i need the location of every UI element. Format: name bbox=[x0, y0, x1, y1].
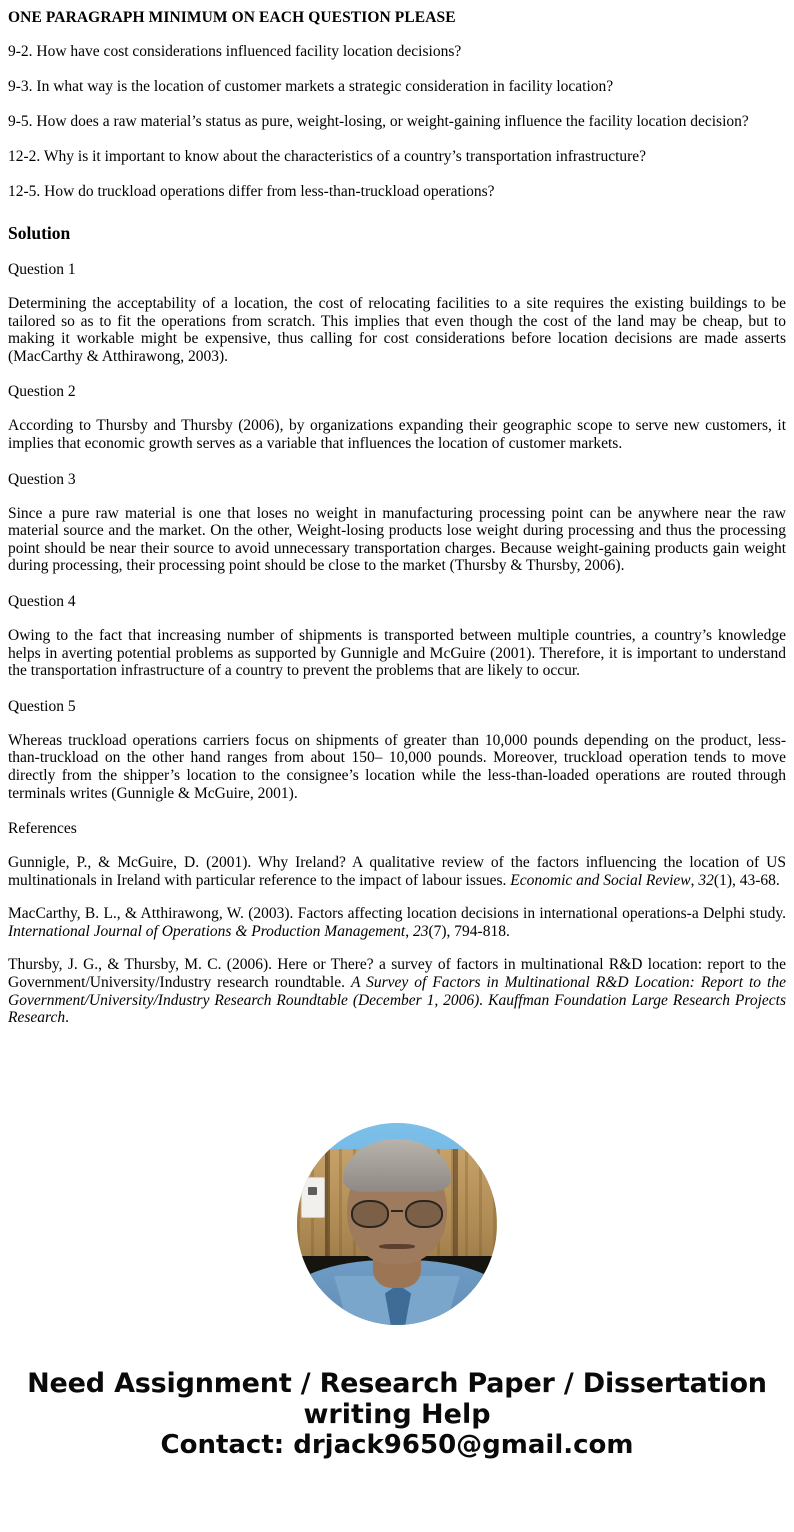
reference-entry bbox=[8, 956, 786, 1026]
promo-headline-second-line: writing Help bbox=[303, 1398, 491, 1430]
reference-prefix: Thursby, J. G., & Thursby, M. C. (2006). Here or There? a survey of factors in multinational R&D location: report to the Government/University/Industry research roundtable. bbox=[8, 956, 786, 992]
reference-prefix: MacCarthy, B. L., & Atthirawong, W. (2003). Factors affecting location decisions in international operations-a Delphi study. bbox=[8, 905, 786, 923]
reference-journal: Economic and Social Review bbox=[510, 871, 691, 889]
question-item: 9-5. How does a raw material’s status as pure, weight-losing, or weight-gaining influence the facility location decision? bbox=[8, 113, 749, 130]
reference-entry bbox=[8, 905, 786, 940]
promo-headline: Need Assignment / Research Paper / Dissertation bbox=[27, 1367, 767, 1399]
photo-panel-seam bbox=[325, 1149, 330, 1270]
prompt-heading: ONE PARAGRAPH MINIMUM ON EACH QUESTION PLEASE bbox=[8, 9, 456, 26]
reference-journal: A Survey of Factors in Multinational R&D Location: Report to the Government/University/Industry Research Roundtable (December 1, 2006). Kauffman Foundation Large Research Projects Research bbox=[8, 974, 786, 1027]
glasses-icon bbox=[405, 1200, 443, 1228]
references-heading: References bbox=[8, 820, 77, 838]
glasses-icon bbox=[351, 1200, 389, 1228]
promo-block bbox=[8, 1368, 786, 1461]
reference-separator: , bbox=[690, 871, 699, 889]
document-page bbox=[0, 9, 794, 1532]
reference-suffix: (1), 43-68. bbox=[713, 871, 780, 889]
solution-heading: Solution bbox=[8, 223, 71, 243]
avatar bbox=[297, 1123, 497, 1325]
answer-text: According to Thursby and Thursby (2006), by organizations expanding their geographic scope to serve new customers, it implies that economic growth serves as a variable that influences the location of customer markets. bbox=[8, 417, 786, 452]
answer-label: Question 1 bbox=[8, 261, 76, 278]
question-item: 9-3. In what way is the location of customer markets a strategic consideration in facility location? bbox=[8, 78, 614, 95]
answer-label: Question 3 bbox=[8, 470, 76, 488]
answer-text: Determining the acceptability of a location, the cost of relocating facilities to a site requires the existing buildings to be tailored so as to fit the operations from scratch. This implies that even though the cost of the land may be cheap, but to making it workable might be expensive, thus calling for cost considerations before location decisions are made asserts (MacCarthy & Atthirawong, 2003). bbox=[8, 295, 786, 365]
answer-text: Whereas truckload operations carriers focus on shipments of greater than 10,000 pounds depending on the product, less-than-truckload on the other hand ranges from about 150– 10,000 pounds. Moreover, truckload operation tends to move directly from the shipper’s location to the consignee’s location while the less-than-loaded operations are routed through terminals writes (Gunnigle & McGuire, 2001). bbox=[8, 731, 786, 802]
reference-entry bbox=[8, 854, 786, 889]
answer-label: Question 4 bbox=[8, 592, 76, 610]
reference-suffix: (7), 794-818. bbox=[428, 922, 510, 940]
question-item: 9-2. How have cost considerations influenced facility location decisions? bbox=[8, 43, 462, 60]
answer-label: Question 5 bbox=[8, 697, 76, 715]
reference-suffix: . bbox=[65, 1009, 69, 1027]
reference-prefix: Gunnigle, P., & McGuire, D. (2001). Why Ireland? A qualitative review of the factors influencing the location of US multinationals in Ireland with particular reference to the impact of labour issues. bbox=[8, 854, 786, 889]
reference-journal: International Journal of Operations & Production Management bbox=[8, 922, 406, 940]
photo-glasses-bridge bbox=[391, 1210, 403, 1213]
reference-volume: 32 bbox=[698, 871, 714, 889]
reference-volume: 23 bbox=[412, 922, 429, 940]
promo-contact-email: Contact: drjack9650@gmail.com bbox=[160, 1429, 634, 1460]
answer-text: Owing to the fact that increasing number of shipments is transported between multiple countries, a country’s knowledge helps in averting potential problems as supported by Gunnigle and McGuire (2001). Therefore, it is important to understand the transportation infrastructure of a country to prevent the problems that are likely to occur. bbox=[8, 626, 786, 680]
question-item: 12-2. Why is it important to know about the characteristics of a country’s transportation infrastructure? bbox=[8, 148, 647, 165]
portrait-container bbox=[8, 1123, 786, 1325]
photo-wall-switch bbox=[301, 1177, 325, 1217]
photo-panel-seam bbox=[453, 1149, 458, 1270]
answer-label: Question 2 bbox=[8, 383, 76, 401]
reference-separator: , bbox=[405, 922, 413, 940]
answer-text: Since a pure raw material is one that loses no weight in manufacturing processing point can be anywhere near the raw material source and the market. On the other, Weight-losing products lose weight during processing and thus the processing point should be near their source to avoid unnecessary transportation charges. Because weight-gaining products gain weight during processing, their processing point should be close to the market (Thursby & Thursby, 2006). bbox=[8, 504, 786, 575]
question-item: 12-5. How do truckload operations differ from less-than-truckload operations? bbox=[8, 183, 495, 200]
photo-mouth bbox=[379, 1244, 415, 1249]
